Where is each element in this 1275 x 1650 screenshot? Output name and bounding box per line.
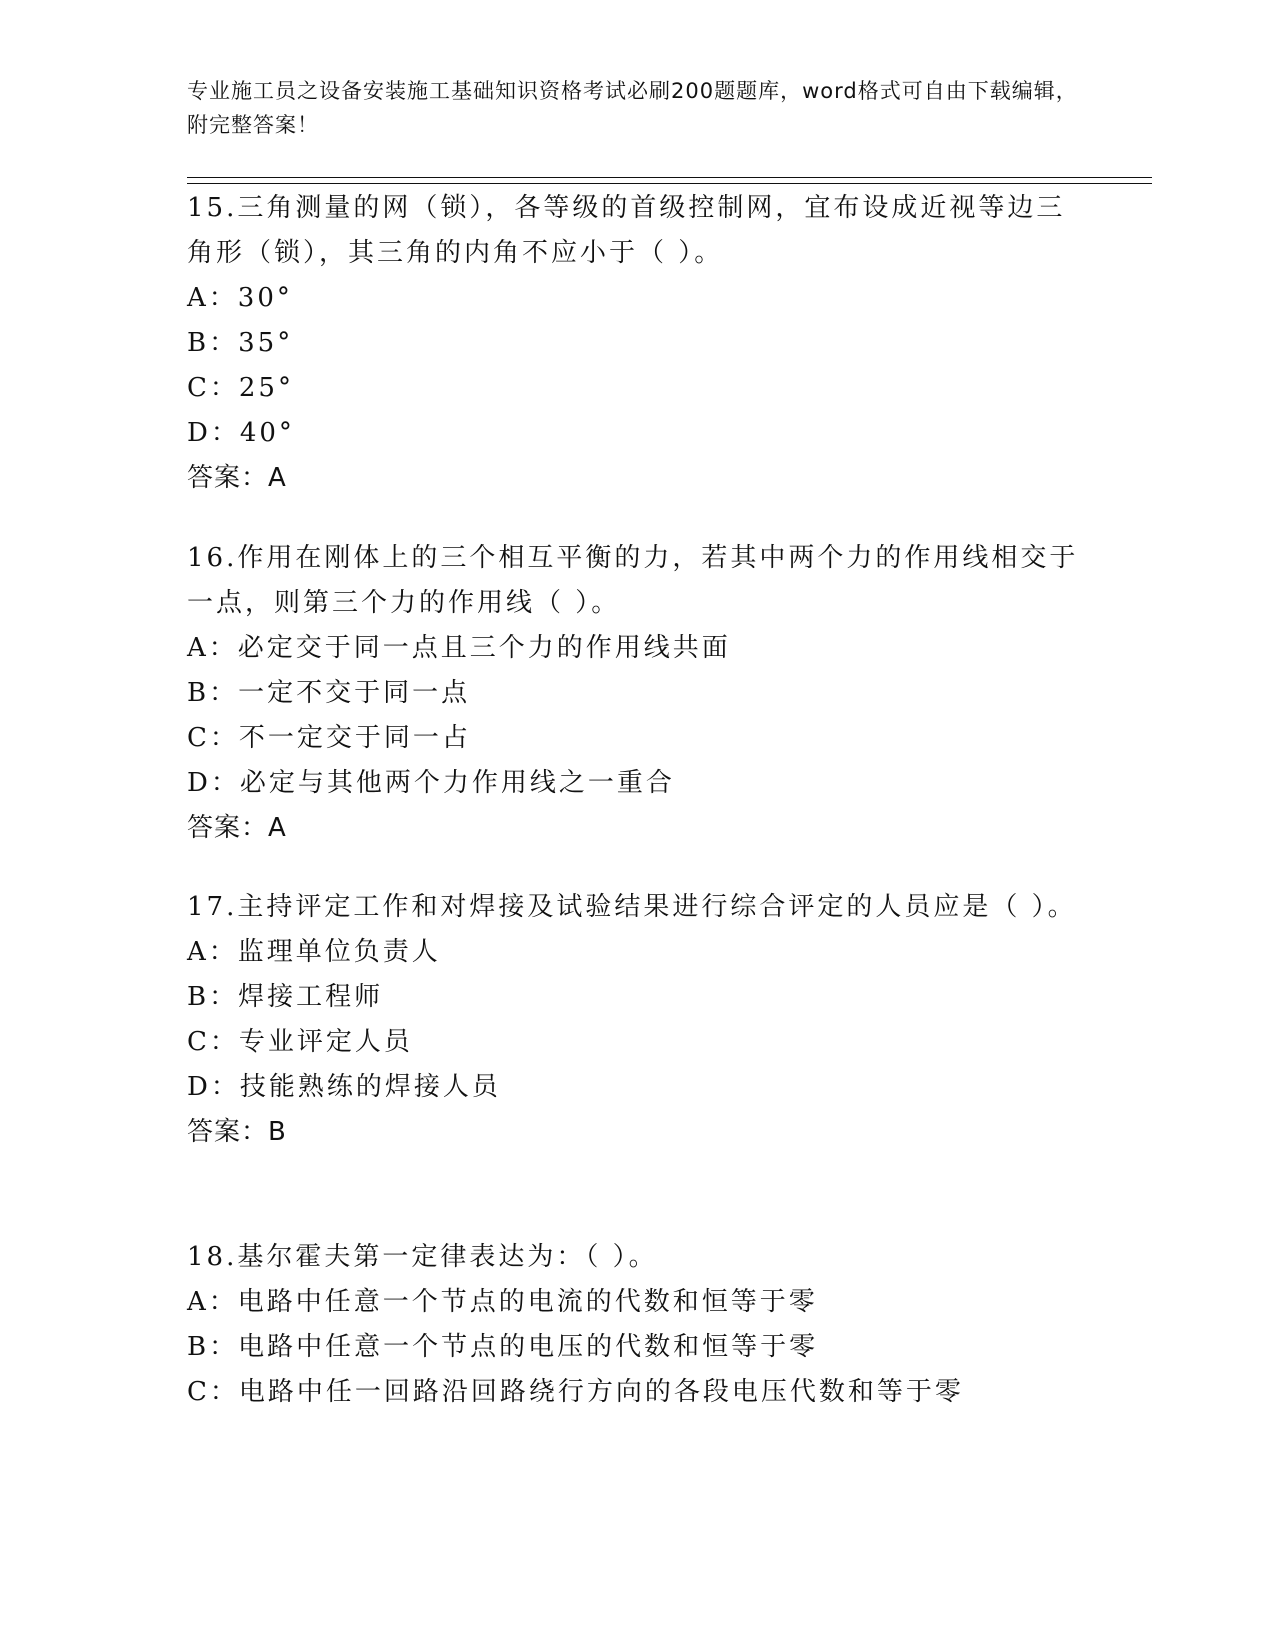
option-d: D：40°: [187, 418, 295, 448]
option-d: D：必定与其他两个力作用线之一重合: [187, 768, 675, 798]
option-c: C：专业评定人员: [187, 1027, 413, 1057]
option-b: B：35°: [187, 328, 294, 358]
answer: 答案：B: [187, 1117, 287, 1147]
option-c: C：电路中任一回路沿回路绕行方向的各段电压代数和等于零: [187, 1377, 964, 1407]
question-16: [187, 536, 1087, 851]
option-a: A：30°: [187, 283, 293, 313]
question-15: [187, 186, 1087, 501]
question-stem: 15.三角测量的网（锁），各等级的首级控制网，宜布设成近视等边三角形（锁），其三角的内角不应小于（ ）。: [187, 193, 1066, 268]
header-divider-bottom: [187, 183, 1152, 184]
option-c: C：25°: [187, 373, 294, 403]
option-a: A：监理单位负责人: [187, 937, 441, 967]
option-a: A：必定交于同一点且三个力的作用线共面: [187, 633, 731, 663]
answer: 答案：A: [187, 813, 287, 843]
answer: 答案：A: [187, 463, 287, 493]
option-b: B：电路中任意一个节点的电压的代数和恒等于零: [187, 1332, 819, 1362]
question-18: [187, 1235, 1087, 1415]
option-c: C：不一定交于同一占: [187, 723, 471, 753]
question-stem: 18.基尔霍夫第一定律表达为：（ ）。: [187, 1242, 658, 1272]
question-stem: 17.主持评定工作和对焊接及试验结果进行综合评定的人员应是（ ）。: [187, 892, 1077, 922]
option-b: B：焊接工程师: [187, 982, 384, 1012]
option-b: B：一定不交于同一点: [187, 678, 471, 708]
question-17: [187, 885, 1087, 1155]
header-divider-top: [187, 177, 1152, 178]
option-a: A：电路中任意一个节点的电流的代数和恒等于零: [187, 1287, 818, 1317]
document-header: 专业施工员之设备安装施工基础知识资格考试必刷200题题库，word格式可自由下载编辑，附完整答案！: [187, 79, 1078, 137]
question-stem: 16.作用在刚体上的三个相互平衡的力，若其中两个力的作用线相交于一点，则第三个力的作用线（ ）。: [187, 543, 1079, 618]
option-d: D：技能熟练的焊接人员: [187, 1072, 501, 1102]
